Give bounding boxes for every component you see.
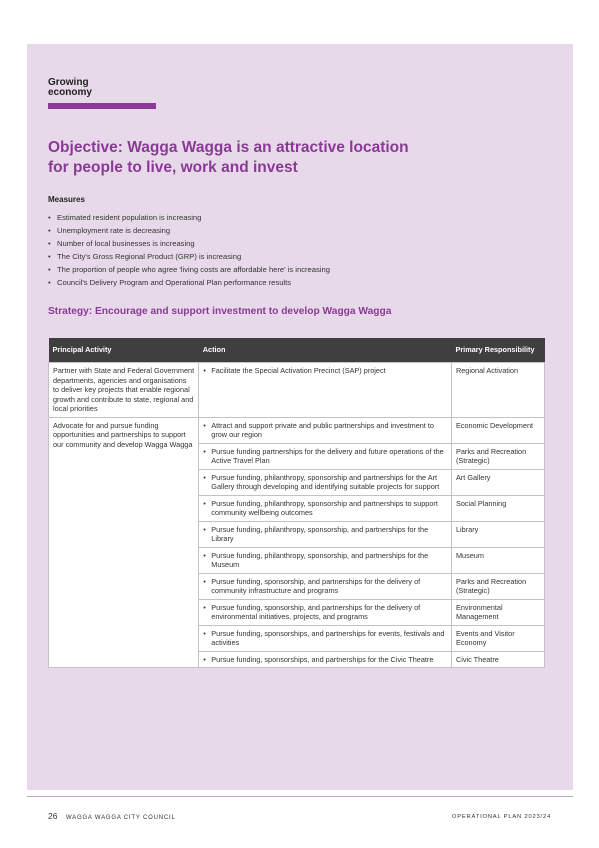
- action-cell: • Pursue funding, philanthropy, sponsorship, and partnerships for the Museum: [199, 547, 452, 573]
- section-label-line2: economy: [48, 87, 92, 98]
- activity-table: [48, 338, 545, 668]
- responsibility-cell: Civic Theatre: [451, 651, 544, 668]
- action-cell: • Pursue funding, philanthropy, sponsorship, and partnerships for the Library: [199, 521, 452, 547]
- responsibility-cell: Economic Development: [451, 417, 544, 443]
- principal-activity-cell: Partner with State and Federal Government departments, agencies and organisations to deliver key projects that enable regional growth and contribute to state, regional and local priorities: [49, 363, 199, 418]
- footer-org: WAGGA WAGGA CITY COUNCIL: [65, 815, 176, 821]
- measure-item: • The City's Gross Regional Product (GRP) is increasing: [48, 250, 330, 263]
- measures-title: Measures: [48, 195, 85, 204]
- action-cell: • Pursue funding, philanthropy, sponsorship and partnerships for the Art Gallery through developing and identifying suitable projects for support: [199, 469, 452, 495]
- responsibility-cell: Parks and Recreation (Strategic): [451, 443, 544, 469]
- responsibility-cell: Library: [451, 521, 544, 547]
- measure-item: • Unemployment rate is decreasing: [48, 224, 330, 237]
- objective-heading: [48, 138, 448, 178]
- footer-left: [48, 811, 176, 821]
- table-body: [49, 363, 545, 668]
- measure-item: • Number of local businesses is increasing: [48, 237, 330, 250]
- action-cell: • Pursue funding, sponsorship, and partnerships for the delivery of community infrastructure and programs: [199, 573, 452, 599]
- action-cell: • Pursue funding, philanthropy, sponsorship and partnerships to support community wellbeing outcomes: [199, 495, 452, 521]
- action-cell: • Pursue funding, sponsorships, and partnerships for events, festivals and activities: [199, 625, 452, 651]
- header-principal-activity: Principal Activity: [49, 338, 199, 363]
- section-label: [48, 78, 92, 98]
- responsibility-cell: Events and Visitor Economy: [451, 625, 544, 651]
- responsibility-cell: Art Gallery: [451, 469, 544, 495]
- action-cell: • Pursue funding partnerships for the delivery and future operations of the Active Travel Plan: [199, 443, 452, 469]
- objective-line1: Objective: Wagga Wagga is an attractive location: [48, 139, 409, 156]
- section-accent-bar: [48, 103, 156, 109]
- header-action: Action: [199, 338, 452, 363]
- measure-item: • Estimated resident population is increasing: [48, 211, 330, 224]
- table-header-row: [49, 338, 545, 363]
- action-cell: • Attract and support private and public partnerships and investment to grow our region: [199, 417, 452, 443]
- responsibility-cell: Social Planning: [451, 495, 544, 521]
- action-cell: • Pursue funding, sponsorships, and partnerships for the Civic Theatre: [199, 651, 452, 668]
- measures-list: [48, 211, 330, 289]
- table-row: [49, 363, 545, 418]
- action-cell: • Facilitate the Special Activation Precinct (SAP) project: [199, 363, 452, 418]
- principal-activity-cell: Advocate for and pursue funding opportunities and partnerships to support our community and develop Wagga Wagga: [49, 417, 199, 668]
- action-cell: • Pursue funding, sponsorship, and partnerships for the delivery of environmental initiatives, projects, and programs: [199, 599, 452, 625]
- responsibility-cell: Environmental Management: [451, 599, 544, 625]
- table-row: [49, 417, 545, 443]
- section-label-line1: Growing: [48, 77, 89, 88]
- responsibility-cell: Parks and Recreation (Strategic): [451, 573, 544, 599]
- measure-item: • The proportion of people who agree 'living costs are affordable here' is increasing: [48, 263, 330, 276]
- page-number: 26: [48, 811, 58, 821]
- footer-doc: OPERATIONAL PLAN 2023/24: [451, 814, 551, 820]
- responsibility-cell: Museum: [451, 547, 544, 573]
- strategy-heading: Strategy: Encourage and support investment to develop Wagga Wagga: [48, 306, 392, 317]
- objective-line2: for people to live, work and invest: [48, 159, 298, 176]
- header-primary-responsibility: Primary Responsibility: [451, 338, 544, 363]
- measure-item: • Council's Delivery Program and Operational Plan performance results: [48, 276, 330, 289]
- footer-divider: [27, 796, 573, 797]
- responsibility-cell: Regional Activation: [451, 363, 544, 418]
